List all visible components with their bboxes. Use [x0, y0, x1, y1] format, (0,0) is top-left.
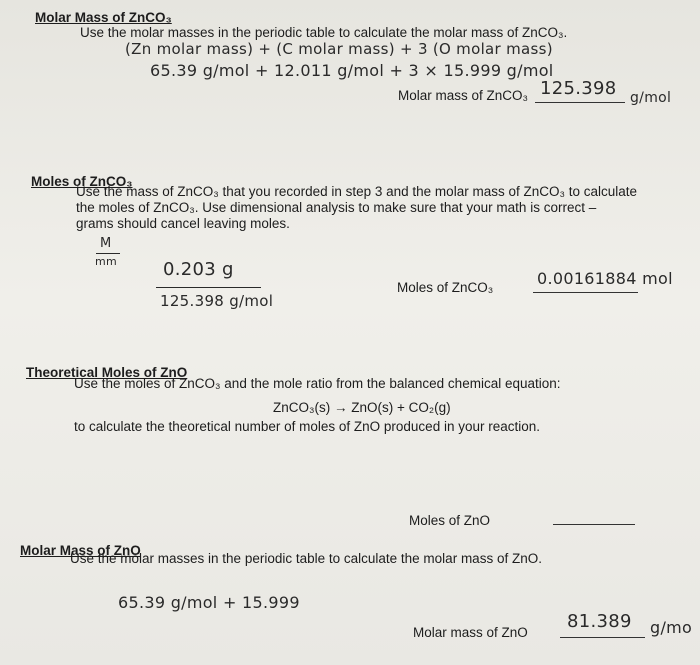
answer-line-molar-mass-znco3 — [535, 102, 625, 103]
answer-line-moles-znco3 — [533, 292, 638, 293]
instruction-theoretical-moles-2: to calculate the theoretical number of moles of ZnO produced in your reaction. — [74, 419, 541, 434]
instruction-theoretical-moles: Use the moles of ZnCO₃ and the mole ratio from the balanced chemical equation: — [74, 376, 561, 391]
instruction-moles-line-3: grams should cancel leaving moles. — [76, 216, 290, 231]
handwritten-formula-numerator: M — [100, 236, 112, 251]
handwritten-numerator: 0.203 g — [163, 259, 234, 280]
molar-mass-zno-label: Molar mass of ZnO — [413, 625, 528, 640]
handwritten-denominator: 125.398 g/mol — [160, 292, 274, 310]
moles-zno-label: Moles of ZnO — [409, 513, 491, 528]
instruction-molar-mass-zno: Use the molar masses in the periodic table to calculate the molar mass of ZnO. — [70, 551, 542, 566]
section-heading-molar-mass-zno: Molar Mass of ZnO — [20, 543, 141, 558]
instruction-moles-line-1: Use the mass of ZnCO₃ that you recorded in step 3 and the molar mass of ZnCO₃ to calculate — [76, 184, 638, 199]
handwritten-unit-zno: g/mo — [650, 618, 693, 637]
handwritten-unit: g/mol — [630, 90, 672, 106]
section-heading-moles-znco3: Moles of ZnCO₃ — [31, 174, 133, 189]
handwritten-calculation: 65.39 g/mol + 12.011 g/mol + 3 × 15.999 g/mol — [150, 61, 554, 80]
instruction-molar-mass-znco3: Use the molar masses in the periodic table to calculate the molar mass of ZnCO₃. — [80, 25, 568, 40]
answer-line-moles-zno — [553, 524, 635, 525]
balanced-equation: ZnCO₃(s) → ZnO(s) + CO₂(g) — [273, 400, 451, 415]
moles-znco3-label: Moles of ZnCO₃ — [397, 280, 494, 295]
formula-fraction-bar — [96, 253, 120, 254]
fraction-bar — [156, 287, 261, 288]
handwritten-answer-moles-znco3: 0.00161884 mol — [537, 269, 673, 288]
instruction-moles-line-2: the moles of ZnCO₃. Use dimensional analysis to make sure that your math is correct – — [76, 200, 597, 215]
handwritten-answer-molar-mass-zno: 81.389 — [567, 611, 632, 632]
handwritten-answer-molar-mass-znco3: 125.398 — [540, 78, 617, 99]
handwritten-formula: (Zn molar mass) + (C molar mass) + 3 (O molar mass) — [125, 40, 553, 58]
answer-line-molar-mass-zno — [560, 637, 645, 638]
molar-mass-znco3-label: Molar mass of ZnCO₃ — [398, 88, 529, 103]
section-heading-theoretical-moles-zno: Theoretical Moles of ZnO — [26, 365, 188, 380]
section-heading-molar-mass-znco3: Molar Mass of ZnCO₃ — [35, 10, 172, 25]
handwritten-formula-denominator: mm — [95, 255, 118, 268]
handwritten-work-zno: 65.39 g/mol + 15.999 — [118, 593, 300, 612]
